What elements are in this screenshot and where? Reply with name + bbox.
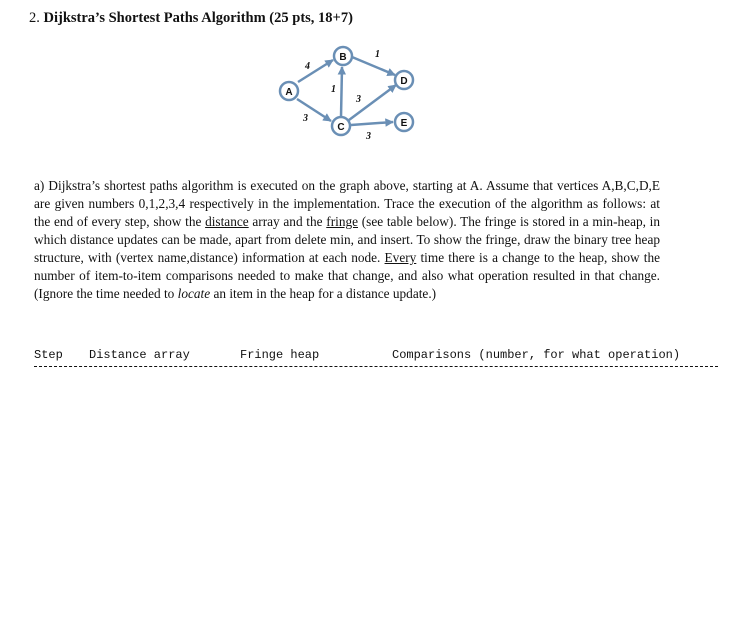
node-b-label: B: [339, 52, 347, 63]
node-d: [395, 71, 413, 89]
italic-locate: locate: [177, 286, 211, 301]
node-d-label: D: [400, 76, 408, 87]
question-title: Dijkstra’s Shortest Paths Algorithm (25 pts, 18+7): [43, 10, 353, 26]
node-b: [334, 47, 352, 65]
weight-c-d: 3: [356, 94, 361, 105]
node-a-label: A: [285, 87, 293, 98]
question-number: 2.: [29, 10, 40, 26]
edge-c-b: [341, 67, 342, 117]
paragraph-text-3: (see table below). The fringe is stored in a min-heap, in which distance updates can be made, apart from delete min, and insert. To show the fringe, draw the binary tree heap structure, with (vertex name,distance) information at each node.: [34, 214, 660, 265]
graph-diagram: [0, 0, 737, 170]
node-a: [280, 82, 298, 100]
column-step: Step: [34, 348, 63, 362]
node-c-label: C: [337, 122, 345, 133]
paragraph-text-4: time there is a change to the heap, show the number of item-to-item comparisons needed to make that change, and also what operation resulted in that change. (Ignore the time needed to: [34, 250, 660, 301]
underlined-distance: distance: [205, 214, 249, 229]
node-e: [395, 113, 413, 131]
table-dashed-rule: [34, 366, 718, 367]
underlined-fringe: fringe: [326, 214, 359, 229]
underlined-every: Every: [384, 250, 417, 265]
trace-table-header: [34, 348, 681, 418]
instructions-paragraph: [34, 177, 660, 303]
paragraph-text-2: array and the: [248, 214, 327, 229]
column-comparisons: Comparisons (number, for what operation): [392, 348, 681, 362]
node-e-label: E: [400, 118, 408, 129]
weight-a-b: 4: [305, 61, 310, 72]
paragraph-text-1: a) Dijkstra’s shortest paths algorithm is executed on the graph above, starting at A. Assume that vertices A,B,C,D,E are given numbers 0,1,2,3,4 respectively in the implementation. Trace the execution of the algorithm as follows: at the end of every step, show the: [34, 178, 660, 229]
weight-c-e: 3: [366, 131, 371, 142]
weight-b-d: 1: [375, 49, 380, 60]
node-c: [332, 117, 350, 135]
edge-c-e: [351, 122, 393, 125]
weight-c-b: 1: [331, 84, 336, 95]
column-distance-array: Distance array: [89, 348, 190, 362]
column-fringe-heap: Fringe heap: [240, 348, 320, 362]
edge-a-b: [298, 60, 333, 82]
paragraph-text-5: an item in the heap for a distance update.): [210, 286, 437, 301]
weight-a-c: 3: [303, 113, 308, 124]
edge-b-d: [352, 57, 395, 75]
